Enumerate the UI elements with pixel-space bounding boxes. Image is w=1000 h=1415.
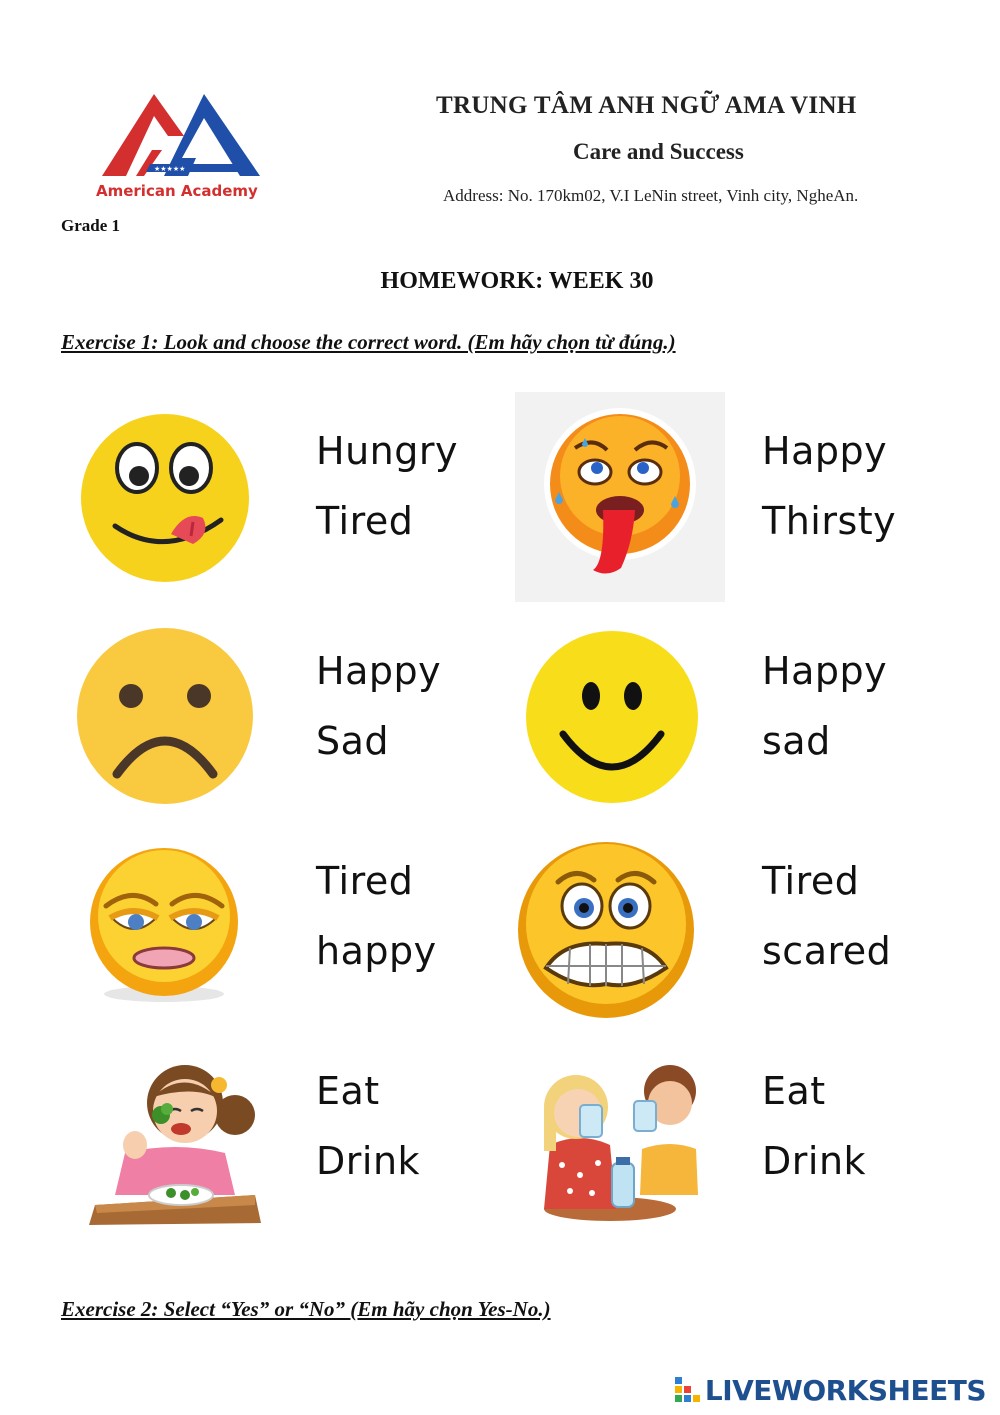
option-happy[interactable]: Happy [316, 649, 442, 693]
option-happy[interactable]: Happy [762, 429, 888, 473]
tired-face-icon [82, 846, 247, 1006]
logo-text: American Academy [96, 182, 258, 200]
option-hungry[interactable]: Hungry [316, 429, 458, 473]
happy-face-icon [525, 630, 700, 805]
option-tired[interactable]: Tired [316, 499, 414, 543]
option-thirsty[interactable]: Thirsty [762, 499, 897, 543]
option-sad[interactable]: Sad [316, 719, 390, 763]
slogan: Care and Success [573, 139, 744, 164]
option-tired[interactable]: Tired [762, 859, 860, 903]
option-eat[interactable]: Eat [316, 1069, 380, 1113]
sad-face-icon [75, 628, 255, 808]
hungry-face-icon [75, 410, 255, 590]
option-happy[interactable]: Happy [762, 649, 888, 693]
option-eat[interactable]: Eat [762, 1069, 826, 1113]
girl-eating-illustration [85, 1045, 265, 1230]
liveworksheets-watermark [675, 1374, 986, 1406]
kids-drinking-illustration [530, 1045, 715, 1225]
american-academy-logo [92, 88, 272, 208]
option-sad[interactable]: sad [762, 719, 831, 763]
liveworksheets-logo-icon [675, 1377, 701, 1403]
watermark-text: LIVEWORKSHEETS [704, 1373, 986, 1407]
exercise-2-heading: Exercise 2: Select “Yes” or “No” (Em hãy chọn Yes-No.) [61, 1297, 551, 1321]
option-happy[interactable]: happy [316, 929, 437, 973]
organization-name: TRUNG TÂM ANH NGỮ AMA VINH [436, 92, 857, 119]
option-scared[interactable]: scared [762, 929, 892, 973]
thirsty-face-icon [515, 392, 725, 602]
homework-title: HOMEWORK: WEEK 30 [380, 268, 654, 294]
grade-label: Grade 1 [61, 216, 121, 235]
option-drink[interactable]: Drink [762, 1139, 867, 1183]
scared-face-icon [514, 840, 699, 1020]
exercise-1-heading: Exercise 1: Look and choose the correct word. (Em hãy chọn từ đúng.) [61, 330, 676, 354]
option-drink[interactable]: Drink [316, 1139, 421, 1183]
option-tired[interactable]: Tired [316, 859, 414, 903]
svg-text:★★★★★: ★★★★★ [154, 165, 186, 173]
address: Address: No. 170km02, V.I LeNin street, Vinh city, NgheAn. [443, 186, 859, 205]
